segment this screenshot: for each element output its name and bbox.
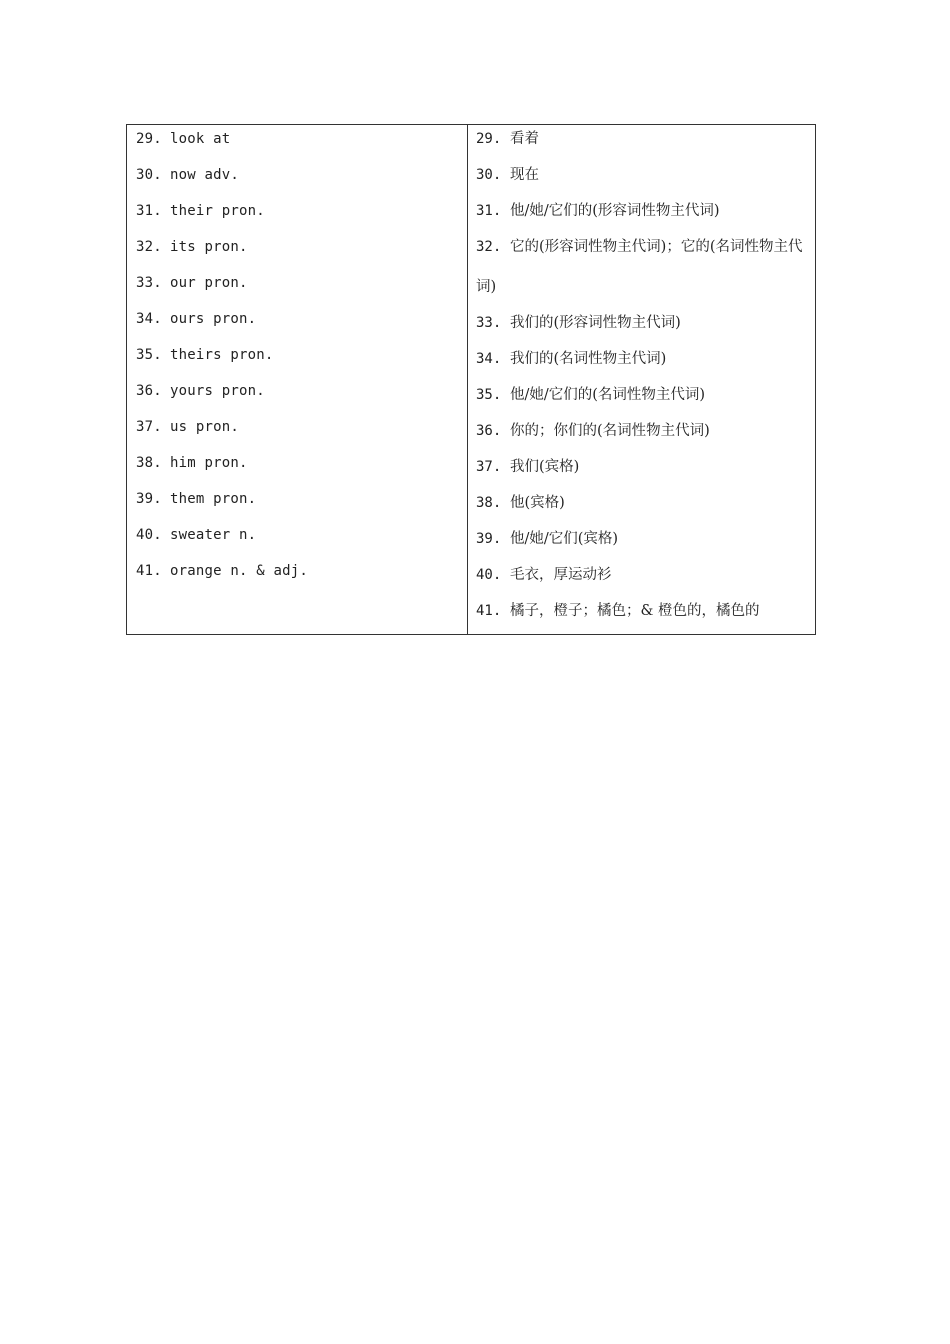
- chinese-meaning: 我们(宾格): [510, 459, 580, 475]
- chinese-row: [476, 528, 815, 564]
- chinese-row: [476, 600, 815, 636]
- english-term: him pron.: [170, 455, 248, 471]
- entry-number: 36.: [476, 423, 502, 439]
- chinese-row: [476, 348, 815, 384]
- entry-number: 39.: [476, 531, 502, 547]
- entry-number: 41.: [136, 563, 162, 579]
- english-row: [136, 272, 467, 308]
- chinese-row: [476, 420, 815, 456]
- entry-number: 36.: [136, 383, 162, 399]
- entry-number: 32.: [136, 239, 162, 255]
- english-term: them pron.: [170, 491, 257, 507]
- english-row: [136, 128, 467, 164]
- english-term: ours pron.: [170, 311, 257, 327]
- english-row: [136, 524, 467, 560]
- chinese-meaning: 它的(形容词性物主代词)；它的(名词性物主代词): [476, 239, 803, 295]
- entry-number: 31.: [136, 203, 162, 219]
- entry-number: 32.: [476, 239, 502, 255]
- english-term: our pron.: [170, 275, 248, 291]
- english-term: yours pron.: [170, 383, 265, 399]
- chinese-meaning: 看着: [510, 131, 539, 147]
- entry-number: 35.: [476, 387, 502, 403]
- entry-number: 34.: [136, 311, 162, 327]
- entry-number: 38.: [136, 455, 162, 471]
- entry-number: 35.: [136, 347, 162, 363]
- chinese-meaning: 橘子，橙子；橘色；& 橙色的，橘色的: [510, 603, 760, 619]
- vocabulary-table: [126, 124, 816, 635]
- chinese-row: [476, 312, 815, 348]
- english-row: [136, 308, 467, 344]
- entry-number: 30.: [136, 167, 162, 183]
- english-row: [136, 452, 467, 488]
- chinese-row: [476, 564, 815, 600]
- entry-number: 33.: [476, 315, 502, 331]
- chinese-column: [468, 125, 815, 634]
- english-row: [136, 344, 467, 380]
- chinese-meaning: 现在: [510, 167, 539, 183]
- entry-number: 29.: [476, 131, 502, 147]
- entry-number: 37.: [136, 419, 162, 435]
- english-row: [136, 380, 467, 416]
- chinese-meaning: 他/她/它们的(形容词性物主代词): [510, 203, 720, 219]
- entry-number: 34.: [476, 351, 502, 367]
- entry-number: 38.: [476, 495, 502, 511]
- english-term: us pron.: [170, 419, 240, 435]
- chinese-meaning: 他(宾格): [510, 495, 565, 511]
- entry-number: 39.: [136, 491, 162, 507]
- chinese-meaning: 你的；你们的(名词性物主代词): [510, 423, 710, 439]
- english-row: [136, 488, 467, 524]
- english-term: its pron.: [170, 239, 248, 255]
- entry-number: 40.: [476, 567, 502, 583]
- english-term: theirs pron.: [170, 347, 274, 363]
- chinese-row: [476, 164, 815, 200]
- chinese-row: [476, 492, 815, 528]
- entry-number: 31.: [476, 203, 502, 219]
- english-term: look at: [170, 131, 231, 147]
- chinese-meaning: 我们的(形容词性物主代词): [510, 315, 681, 331]
- chinese-row: [476, 128, 815, 164]
- english-term: now adv.: [170, 167, 240, 183]
- english-term: orange n. & adj.: [170, 563, 309, 579]
- chinese-meaning: 他/她/它们(宾格): [510, 531, 619, 547]
- english-row: [136, 236, 467, 272]
- english-term: their pron.: [170, 203, 265, 219]
- english-row: [136, 164, 467, 200]
- chinese-row: [476, 227, 815, 312]
- english-row: [136, 560, 467, 596]
- english-term: sweater n.: [170, 527, 257, 543]
- chinese-meaning: 他/她/它们的(名词性物主代词): [510, 387, 706, 403]
- entry-number: 41.: [476, 603, 502, 619]
- chinese-meaning: 毛衣，厚运动衫: [510, 567, 612, 583]
- entry-number: 40.: [136, 527, 162, 543]
- english-row: [136, 416, 467, 452]
- entry-number: 29.: [136, 131, 162, 147]
- chinese-meaning: 我们的(名词性物主代词): [510, 351, 667, 367]
- entry-number: 30.: [476, 167, 502, 183]
- chinese-row: [476, 456, 815, 492]
- english-column: [127, 125, 468, 634]
- chinese-row: [476, 384, 815, 420]
- english-row: [136, 200, 467, 236]
- entry-number: 37.: [476, 459, 502, 475]
- entry-number: 33.: [136, 275, 162, 291]
